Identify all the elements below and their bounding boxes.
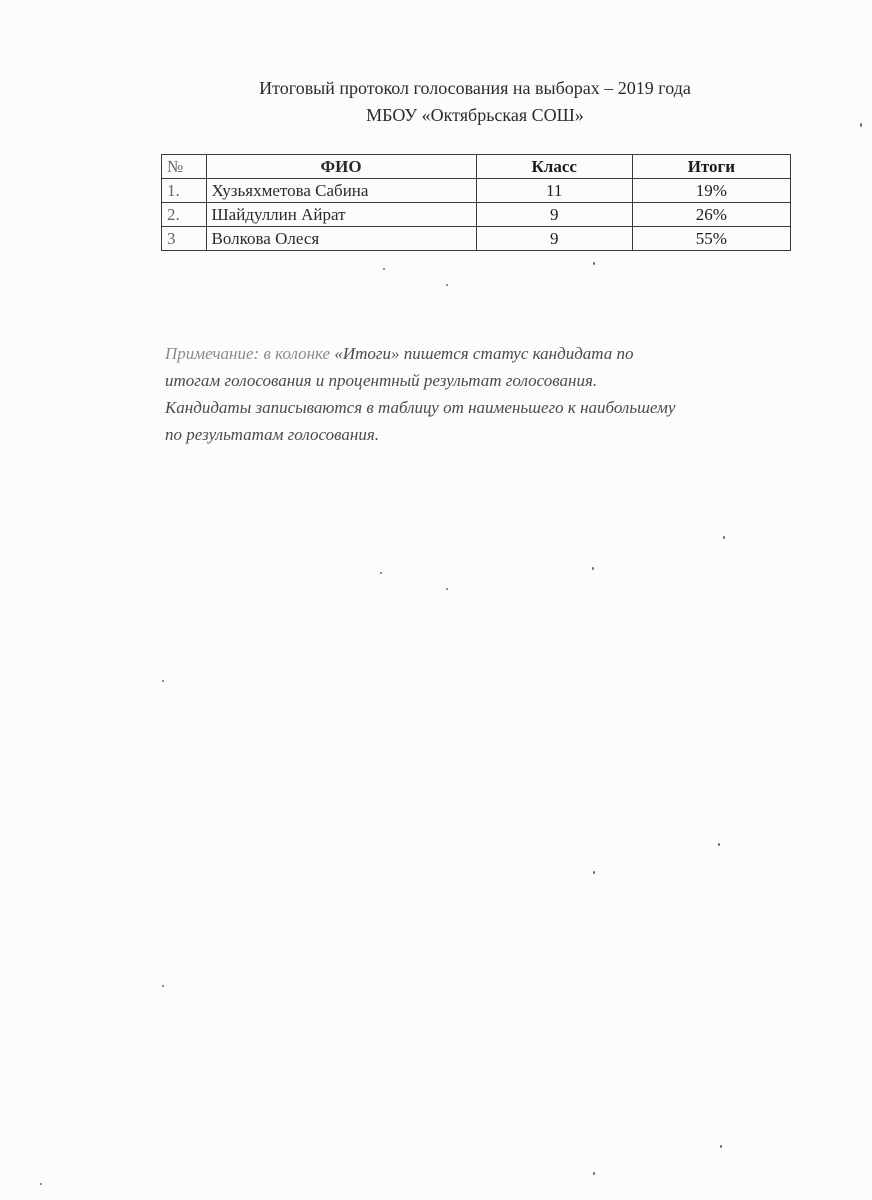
scan-speck xyxy=(446,588,448,590)
candidate-name: Волкова Олеся xyxy=(206,227,476,251)
document-title: Итоговый протокол голосования на выборах – 2019 года xyxy=(259,78,691,98)
note-text: «Итоги» пишется статус кандидата по xyxy=(334,344,634,363)
candidate-result: 55% xyxy=(632,227,790,251)
scan-speck xyxy=(593,262,595,265)
header-class: Класс xyxy=(476,155,632,179)
scan-speck xyxy=(40,1183,42,1185)
document-subtitle: МБОУ «Октябрьская СОШ» xyxy=(366,105,584,125)
row-number: 1. xyxy=(162,179,207,203)
scan-speck xyxy=(718,843,720,846)
row-number: 2. xyxy=(162,203,207,227)
scan-speck xyxy=(162,985,164,987)
table-row xyxy=(162,227,791,251)
scan-speck xyxy=(162,680,164,682)
scan-speck xyxy=(723,536,725,539)
table-row xyxy=(162,203,791,227)
note-line xyxy=(165,340,805,367)
note-line: итогам голосования и процентный результат голосования. xyxy=(165,371,598,390)
note-line: Кандидаты записываются в таблицу от наименьшего к наибольшему xyxy=(165,398,676,417)
candidate-class: 9 xyxy=(476,227,632,251)
scan-speck xyxy=(380,572,382,574)
table-row xyxy=(162,179,791,203)
results-table xyxy=(161,154,791,251)
candidate-result: 26% xyxy=(632,203,790,227)
row-number: 3 xyxy=(162,227,207,251)
scan-speck xyxy=(592,567,594,570)
scan-speck xyxy=(720,1145,722,1148)
table-header-row xyxy=(162,155,791,179)
note-prefix: Примечание: в колонке xyxy=(165,344,335,363)
header-number: № xyxy=(162,155,207,179)
candidate-result: 19% xyxy=(632,179,790,203)
scan-speck xyxy=(383,268,385,270)
note-line: по результатам голосования. xyxy=(165,425,379,444)
note-block xyxy=(165,340,805,448)
scan-speck xyxy=(860,123,862,127)
scan-speck xyxy=(593,871,595,874)
scan-speck xyxy=(593,1172,595,1175)
candidate-name: Хузьяхметова Сабина xyxy=(206,179,476,203)
header-name: ФИО xyxy=(206,155,476,179)
candidate-name: Шайдуллин Айрат xyxy=(206,203,476,227)
scan-speck xyxy=(446,284,448,286)
candidate-class: 11 xyxy=(476,179,632,203)
candidate-class: 9 xyxy=(476,203,632,227)
header-result: Итоги xyxy=(632,155,790,179)
